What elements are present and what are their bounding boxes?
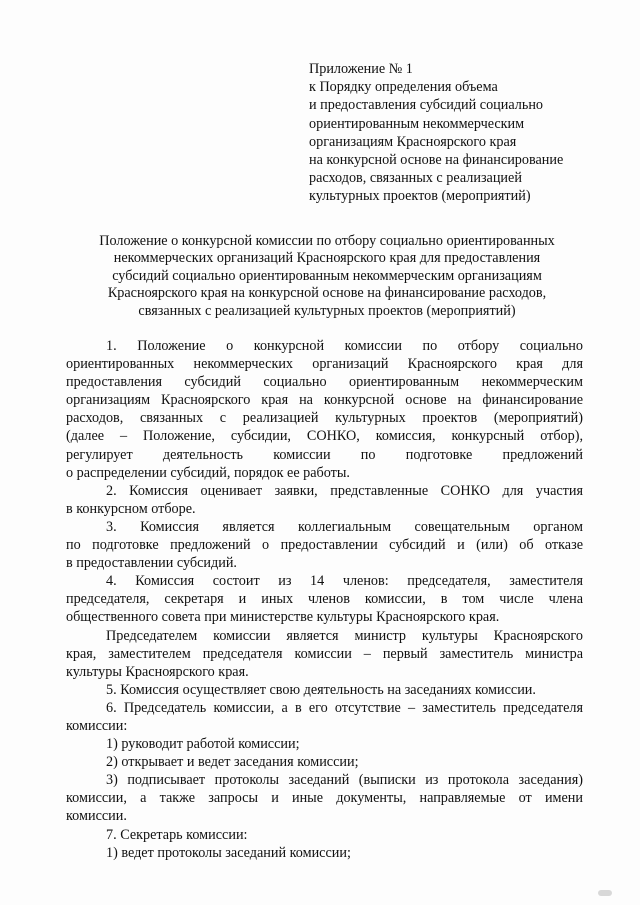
paragraph-4-line: 4. Комиссия состоит из 14 членов: председателя, заместителя bbox=[106, 573, 583, 590]
appendix-header bbox=[309, 60, 609, 206]
paragraph-3-line: в предоставлении субсидий. bbox=[66, 555, 237, 572]
paragraph-4-line: общественного совета при министерстве культуры Красноярского края. bbox=[66, 609, 500, 626]
paragraph-6-item-3-line: комиссии, а также запросы и иные документы, направляемые от имени bbox=[66, 790, 583, 807]
paragraph-7-item-1: 1) ведет протоколы заседаний комиссии; bbox=[106, 844, 351, 861]
paragraph-2-line: 2. Комиссия оценивает заявки, представленные СОНКО для участия bbox=[106, 482, 583, 499]
paragraph-7-line: 7. Секретарь комиссии: bbox=[106, 826, 248, 843]
title-line: Положение о конкурсной комиссии по отбору социально ориентированных bbox=[99, 233, 555, 249]
document-title bbox=[66, 233, 588, 320]
paragraph-3-line: по подготовке предложений о предоставлении субсидий и (или) об отказе bbox=[66, 537, 583, 554]
paragraph-1-line: организациям Красноярского края на конкурсной основе на финансирование bbox=[66, 392, 583, 409]
paragraph-1-line: (далее – Положение, субсидии, СОНКО, комиссия, конкурсный отбор), bbox=[66, 428, 583, 445]
appendix-line: к Порядку определения объема bbox=[309, 79, 498, 96]
title-line: Красноярского края на конкурсной основе на финансирование расходов, bbox=[107, 285, 547, 302]
scan-mark bbox=[598, 890, 612, 896]
paragraph-1-line: предоставления субсидий социально ориентированным некоммерческим bbox=[66, 374, 583, 391]
paragraph-6-item-1: 1) руководит работой комиссии; bbox=[106, 736, 300, 753]
appendix-line: ориентированным некоммерческим bbox=[309, 115, 525, 132]
paragraph-4-line: председателя, секретаря и иных членов комиссии, в том числе члена bbox=[66, 591, 583, 608]
paragraph-3-line: 3. Комиссия является коллегиальным совещательным органом bbox=[106, 518, 583, 535]
title-line: связанных с реализацией культурных проектов (мероприятий) bbox=[138, 302, 516, 319]
paragraph-5-line: 5. Комиссия осуществляет свою деятельность на заседаниях комиссии. bbox=[106, 681, 536, 698]
paragraph-1-line: регулирует деятельность комиссии по подготовке предложений bbox=[66, 446, 583, 463]
appendix-line: расходов, связанных с реализацией bbox=[309, 170, 522, 187]
appendix-line: Приложение № 1 bbox=[309, 61, 413, 77]
paragraph-6-item-3-line: 3) подписывает протоколы заседаний (выписки из протокола заседания) bbox=[106, 772, 583, 789]
paragraph-1-line: ориентированных некоммерческих организаций Красноярского края для bbox=[66, 356, 583, 373]
appendix-line: культурных проектов (мероприятий) bbox=[309, 188, 531, 205]
paragraph-1-line: расходов, связанных с реализацией культурных проектов (мероприятий) bbox=[66, 410, 583, 427]
paragraph-chair-line: культуры Красноярского края. bbox=[66, 663, 249, 680]
paragraph-6-line: 6. Председатель комиссии, а в его отсутствие – заместитель председателя bbox=[106, 699, 583, 716]
paragraph-chair-line: края, заместителем председателя комиссии – первый заместитель министра bbox=[66, 645, 583, 662]
paragraph-1-line: 1. Положение о конкурсной комиссии по отбору социально bbox=[106, 338, 583, 354]
paragraph-6-line: комиссии: bbox=[66, 717, 128, 734]
document-body bbox=[66, 337, 583, 862]
appendix-line: организациям Красноярского края bbox=[309, 133, 517, 150]
appendix-line: и предоставления субсидий социально bbox=[309, 97, 544, 114]
paragraph-chair-line: Председателем комиссии является министр культуры Красноярского bbox=[106, 627, 583, 644]
paragraph-6-item-2: 2) открывает и ведет заседания комиссии; bbox=[106, 754, 359, 771]
paragraph-1-line: о распределении субсидий, порядок ее работы. bbox=[66, 464, 350, 481]
paragraph-6-item-3-line: комиссии. bbox=[66, 808, 127, 825]
title-line: субсидий социально ориентированным некоммерческим организациям bbox=[112, 267, 542, 284]
title-line: некоммерческих организаций Красноярского края для предоставления bbox=[113, 250, 541, 267]
paragraph-2-line: в конкурсном отборе. bbox=[66, 500, 196, 517]
appendix-line: на конкурсной основе на финансирование bbox=[309, 152, 564, 169]
